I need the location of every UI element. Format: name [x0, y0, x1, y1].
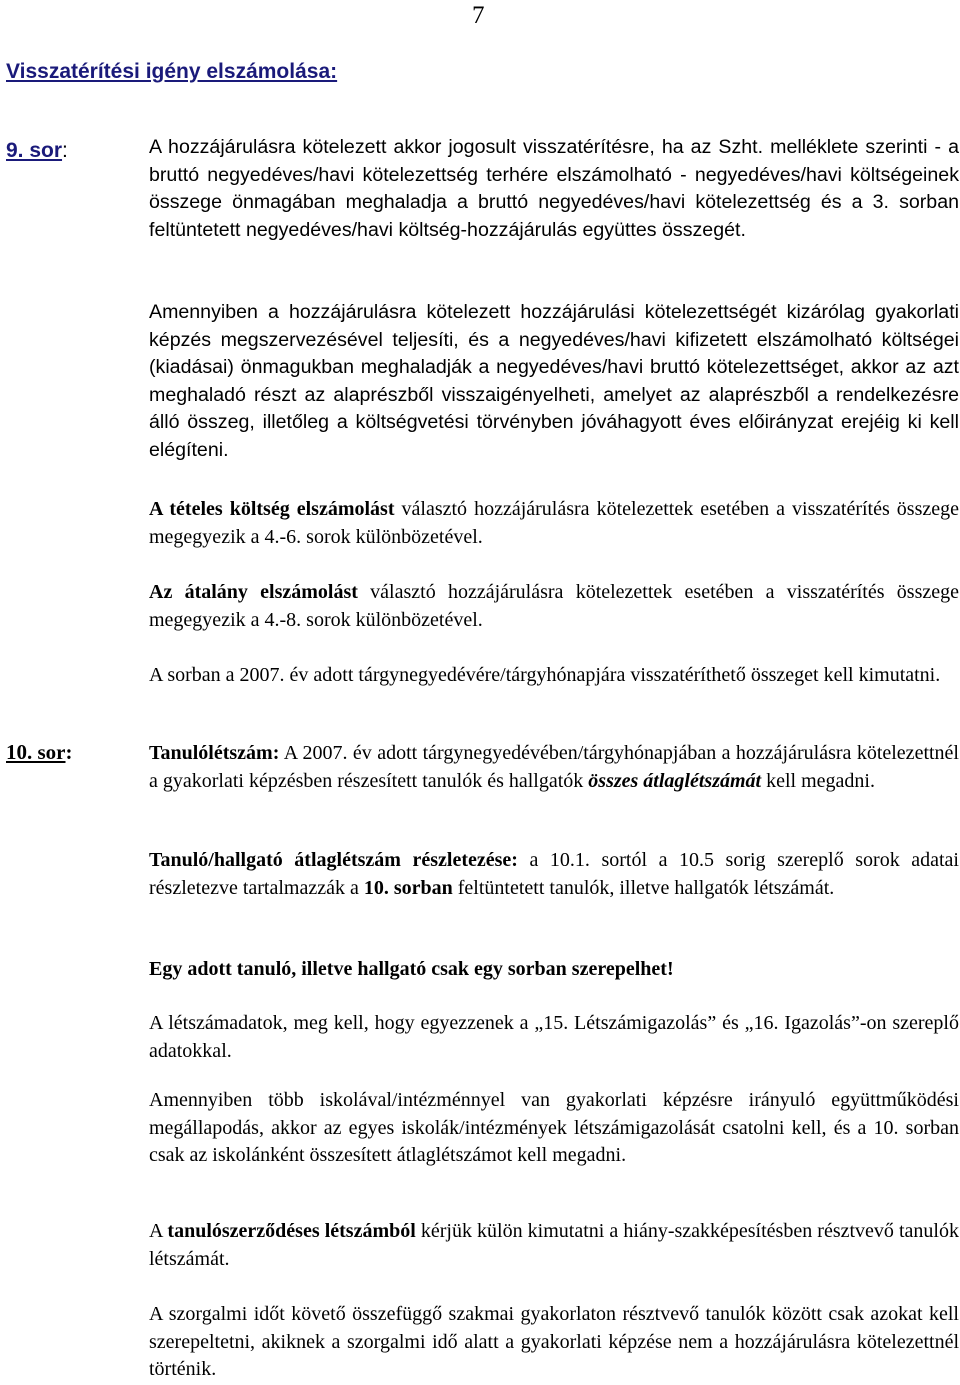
- row-10-p1-rest: A 2007. év adott tárgynegyedévében/tárgyhónapjában a hozzájárulásra kötelezettnél a gyakorlati képzésben részesített tanulók és hallgatók: [149, 742, 959, 792]
- row-9-paragraph-5: [149, 662, 959, 690]
- row-10-paragraph-5: [149, 1087, 959, 1170]
- row-10-p3-bold: Egy adott tanuló, illetve hallgató csak egy sorban szerepelhet!: [149, 958, 674, 980]
- section-heading: Visszatérítési igény elszámolása:: [6, 60, 338, 83]
- row-9-paragraph-4: [149, 579, 959, 634]
- row-9-p3-bold: A tételes költség elszámolást: [149, 498, 395, 520]
- row-10-p2-bold2: 10. sorban: [363, 876, 453, 899]
- row-10-p6-rest: kérjük külön kimutatni a hiány-szakképesítésben résztvevő tanulók létszámát.: [149, 1220, 959, 1270]
- row-10-label-text: 10. sor: [6, 740, 66, 764]
- row-10-p1-bold: Tanulólétszám:: [149, 742, 280, 764]
- row-10-p7-text: A szorgalmi időt követő összefüggő szakmai gyakorlaton résztvevő tanulók között csak azokat kell szerepeltetni, akiknek a szorgalmi idő alatt a gyakorlati képzése nem a hozzájárulásra kötelezettnél történik.: [149, 1303, 959, 1381]
- row-10-p1-em: összes átlaglétszámát: [588, 769, 762, 792]
- row-9-p2-text: Amennyiben a hozzájárulásra kötelezett hozzájárulási kötelezettségét kizárólag gyakorlati képzés megszervezésével teljesíti, és a negyedéves/havi kifizetett elszámolható költségei (kiadásai) önmagukban meghaladják a negyedéves/havi bruttó kötelezettséget, akkor az azt meghaladó részt az alaprészből visszaigényelheti, amelyet az alaprészből a rendelkezésre álló összeg, illetőleg a költségvetési törvényben jóváhagyott éves előirányzat erejéig ki kell elégíteni.: [149, 301, 959, 461]
- row-10-p6-pre: A: [149, 1220, 168, 1242]
- row-10-paragraph-7: [149, 1301, 959, 1384]
- row-10-paragraph-1: [149, 740, 959, 795]
- row-10-paragraph-4: [149, 1010, 959, 1065]
- row-10-paragraph-3: [149, 956, 959, 984]
- row-10-paragraph-2: [149, 847, 959, 902]
- row-9-label: [6, 139, 68, 163]
- row-9-paragraph-1: [149, 134, 959, 244]
- row-9-p4-bold: Az átalány elszámolást: [149, 581, 358, 603]
- row-10-p6-bold: tanulószerződéses létszámból: [167, 1220, 416, 1242]
- row-9-label-text: 9. sor: [6, 139, 63, 162]
- row-10-label: [6, 740, 73, 765]
- row-10-label-colon: :: [65, 740, 73, 764]
- row-9-p4-rest: választó hozzájárulásra kötelezettek esetében a visszatérítés összege megegyezik a 4.-8. sorok különbözetével.: [149, 581, 959, 631]
- row-9-paragraph-2: [149, 299, 959, 464]
- row-9-p1-text: A hozzájárulásra kötelezett akkor jogosult visszatérítésre, ha az Szht. melléklete szerinti - a bruttó negyedéves/havi kötelezettség terhére elszámolható - negyedéves/havi költségeinek összege önmagában meghaladja a bruttó negyedéves/havi kötelezettség és a 3. sorban feltüntetett negyedéves/havi költség-hozzájárulás együttes összegét.: [149, 136, 959, 241]
- row-9-p3-rest: választó hozzájárulásra kötelezettek esetében a visszatérítés összege megegyezik a 4.-6. sorok különbözetével.: [149, 498, 959, 548]
- row-10-paragraph-6: [149, 1218, 959, 1273]
- row-10-p2-mid: a 10.1. sortól a 10.5 sorig szereplő sorok adatai részletezve tartalmazzák a: [149, 849, 959, 899]
- row-10-p5-text: Amennyiben több iskolával/intézménnyel van gyakorlati képzésre irányuló együttműködési megállapodás, akkor az egyes iskolák/intézmények létszámigazolását csatolni kell, és a 10. sorban csak az iskolánként összesített átlaglétszámot kell megadni.: [149, 1089, 959, 1167]
- row-10-p4-text: A létszámadatok, meg kell, hogy egyezzenek a „15. Létszámigazolás” és „16. Igazolás”-on szereplő adatokkal.: [149, 1012, 959, 1062]
- row-10-p2-bold: Tanuló/hallgató átlaglétszám részletezése:: [149, 849, 518, 871]
- row-9-paragraph-3: [149, 496, 959, 551]
- page-number: 7: [472, 2, 485, 29]
- row-10-p1-end: kell megadni.: [761, 769, 875, 792]
- row-9-p5-text: A sorban a 2007. év adott tárgynegyedévére/tárgyhónapjára visszatéríthető összeget kell kimutatni.: [149, 664, 941, 686]
- row-10-p2-end: feltüntetett tanulók, illetve hallgatók létszámát.: [452, 876, 835, 899]
- row-9-label-colon: :: [62, 139, 68, 162]
